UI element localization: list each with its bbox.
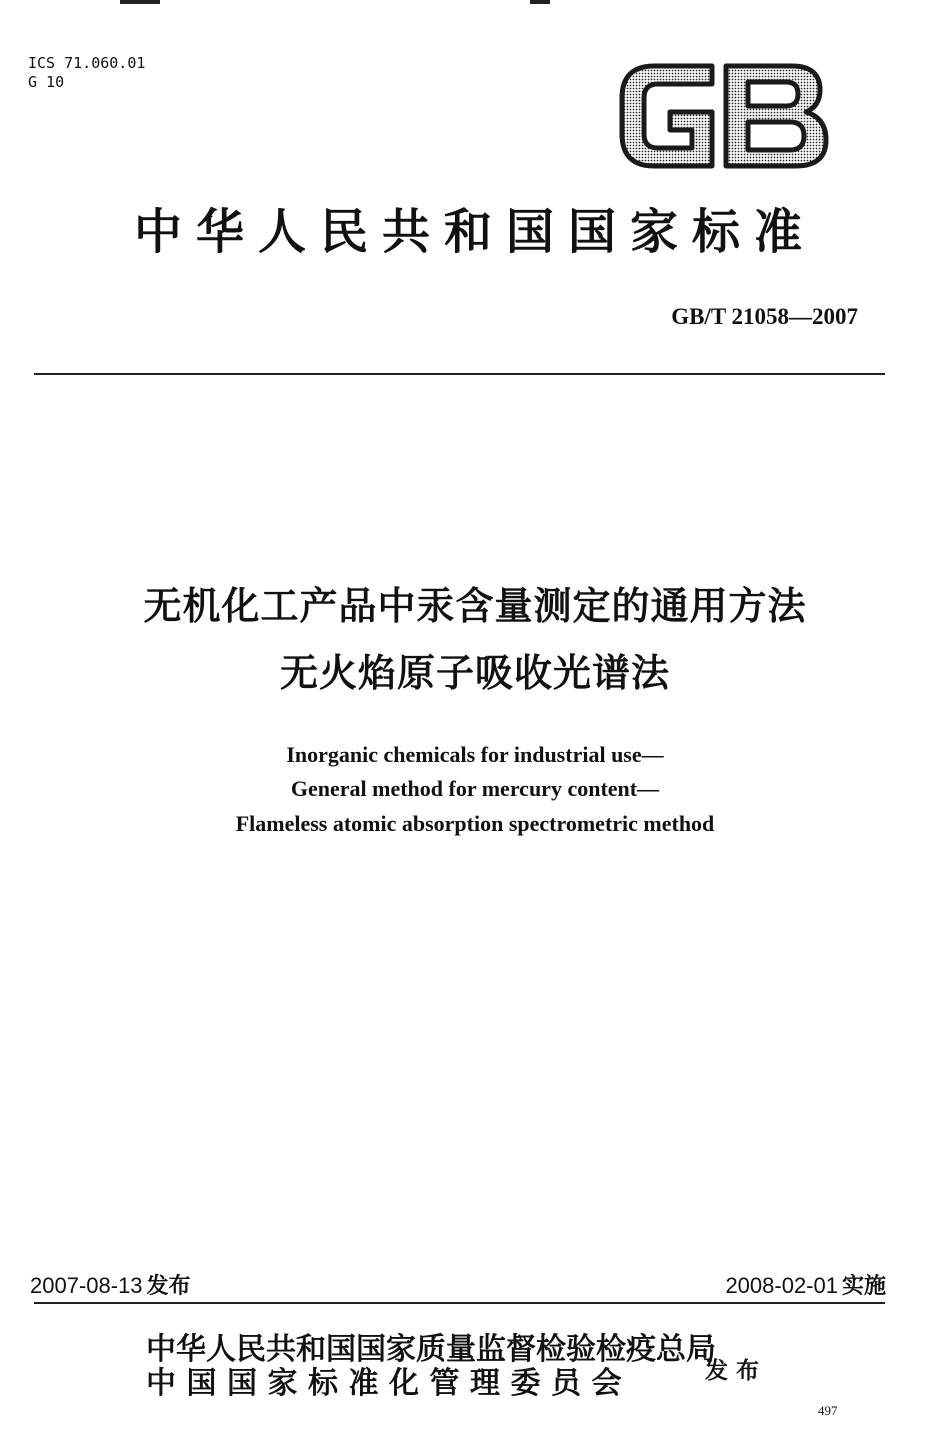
gb-logo-g	[622, 66, 712, 166]
english-title-line3: Flameless atomic absorption spectrometric method	[235, 811, 715, 836]
classification-codes	[28, 54, 145, 92]
effective-date-value: 2008-02-01	[725, 1273, 838, 1298]
publish-label: 发布	[705, 1357, 767, 1384]
issuer-line2: 中国国家标准化管理委员会	[146, 1366, 632, 1401]
issuing-authorities	[146, 1333, 716, 1401]
top-divider	[34, 373, 885, 375]
issue-date	[30, 1269, 191, 1300]
ics-code: ICS 71.060.01	[28, 54, 146, 72]
english-title-line2: General method for mercury content—	[290, 776, 660, 801]
national-standard-title: 中华人民共和国国家标准	[133, 204, 816, 260]
chinese-title-line2: 无火焰原子吸收光谱法	[279, 651, 670, 695]
gb-logo	[614, 60, 834, 172]
effective-date-label: 实施	[841, 1273, 886, 1298]
bottom-divider	[34, 1302, 885, 1304]
standard-number: GB/T 21058—2007	[671, 304, 858, 329]
page-number: 497	[818, 1403, 838, 1418]
issue-date-value: 2007-08-13	[30, 1273, 143, 1298]
chinese-title-line1: 无机化工产品中汞含量测定的通用方法	[143, 584, 807, 628]
issuer-line1: 中华人民共和国国家质量监督检验检疫总局	[146, 1332, 716, 1367]
issue-date-label: 发布	[146, 1273, 191, 1298]
effective-date	[725, 1269, 886, 1300]
english-title-line1: Inorganic chemicals for industrial use—	[286, 742, 664, 767]
gb-logo-b	[726, 66, 826, 166]
top-scan-mark	[120, 0, 640, 4]
ccs-code: G 10	[28, 73, 65, 91]
